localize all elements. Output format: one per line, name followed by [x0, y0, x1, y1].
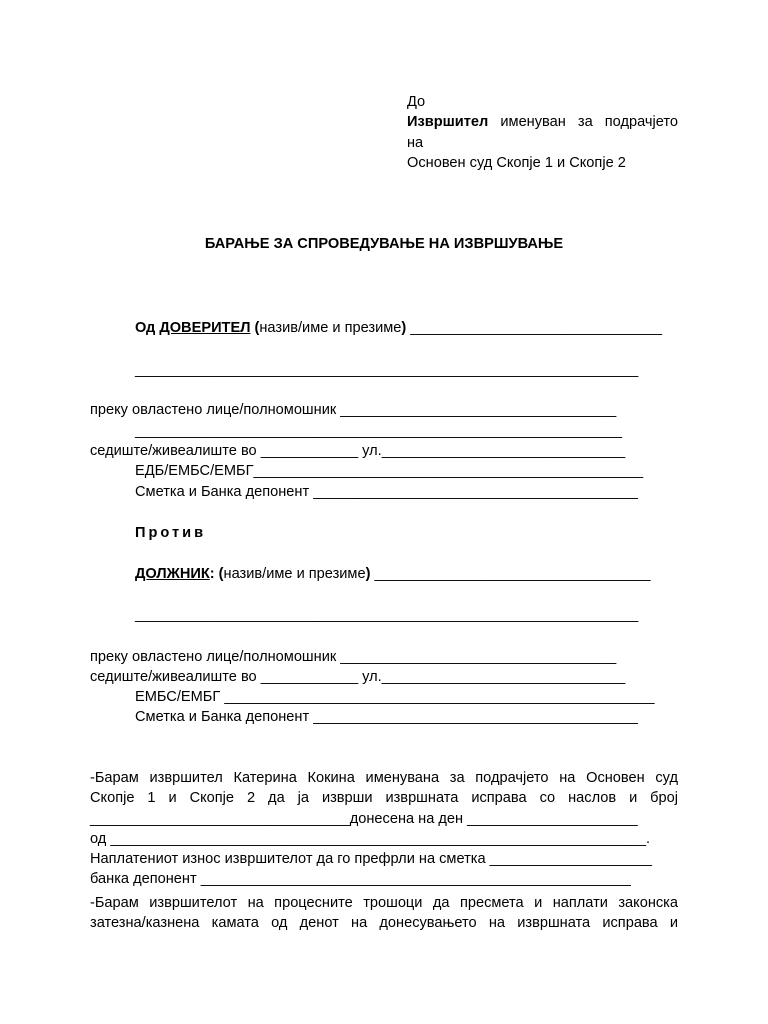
- addressee-enforcer-rest: именуван за подрачјето: [488, 114, 678, 131]
- debtor-ids-line[interactable]: ЕМБС/ЕМБГ _____________________________________________________: [135, 689, 655, 705]
- debtor-colon: : (: [209, 566, 224, 582]
- creditor-seat-line[interactable]: седиште/живеалиште во ____________ ул.______________________________: [90, 443, 626, 459]
- creditor-account-line[interactable]: Сметка и Банка депонент ________________________________________: [135, 484, 638, 500]
- request1-line6[interactable]: банка депонент _____________________________________________________: [90, 871, 631, 888]
- creditor-name-blank-2[interactable]: ______________________________________________________________: [135, 362, 639, 378]
- against-heading: Против: [135, 525, 207, 541]
- debtor-seat-line[interactable]: седиште/живеалиште во ____________ ул.______________________________: [90, 669, 626, 685]
- request1-line4[interactable]: од __________________________________________________________________.: [90, 830, 651, 847]
- debtor-account-line[interactable]: Сметка и Банка депонент ________________________________________: [135, 709, 638, 725]
- request2-line2: затезна/казнена камата од денот на донесувањето на извршната исправа и: [90, 915, 678, 932]
- creditor-name-blank[interactable]: _______________________________: [406, 320, 662, 336]
- addressee-for: на: [407, 134, 424, 151]
- debtor-via-line[interactable]: преку овластено лице/полномошник __________________________________: [90, 649, 617, 665]
- addressee-to: До: [407, 94, 426, 110]
- creditor-label: ДОВЕРИТЕЛ: [159, 320, 251, 336]
- request-enforcement-paragraph: [90, 768, 678, 890]
- creditor-prefix: Од: [135, 320, 160, 336]
- creditor-label-line: [135, 318, 662, 338]
- request2-line1: -Барам извршителот на процесните трошоци да пресмета и наплати законска: [90, 895, 678, 911]
- addressee-court: Основен суд Скопје 1 и Скопје 2: [407, 155, 626, 172]
- addressee-enforcer-label: Извршител: [407, 114, 489, 131]
- addressee-enforcer-line: [407, 112, 678, 132]
- request1-line1: -Барам извршител Катерина Кокина именувана за подрачјето на Основен суд: [90, 770, 678, 786]
- request1-line3[interactable]: ________________________________донесена на ден _____________________: [90, 810, 638, 827]
- request1-line2: Скопје 1 и Скопје 2 да ја изврши извршната исправа со наслов и број: [90, 790, 678, 807]
- creditor-paren-open: (: [250, 320, 260, 336]
- creditor-hint: назив/име и презиме: [259, 320, 402, 336]
- creditor-paren-close: ): [401, 320, 407, 336]
- debtor-paren-close: ): [365, 566, 371, 582]
- debtor-label: ДОЛЖНИК: [135, 566, 210, 582]
- request-costs-paragraph: [90, 893, 678, 934]
- document-title: БАРАЊЕ ЗА СПРОВЕДУВАЊЕ НА ИЗВРШУВАЊЕ: [204, 236, 564, 252]
- creditor-ids-line[interactable]: ЕДБ/ЕМБС/ЕМБГ________________________________________________: [135, 463, 644, 479]
- request1-line5[interactable]: Наплатениот износ извршителот да го префрли на сметка ____________________: [90, 851, 652, 868]
- creditor-via-cont[interactable]: ____________________________________________________________: [135, 423, 622, 439]
- debtor-name-blank-2[interactable]: ______________________________________________________________: [135, 607, 639, 623]
- addressee-block: [407, 92, 678, 174]
- debtor-label-line: [135, 564, 650, 584]
- debtor-name-blank[interactable]: __________________________________: [370, 566, 651, 582]
- creditor-via-line[interactable]: преку овластено лице/полномошник __________________________________: [90, 402, 617, 418]
- debtor-hint: назив/име и презиме: [223, 566, 366, 582]
